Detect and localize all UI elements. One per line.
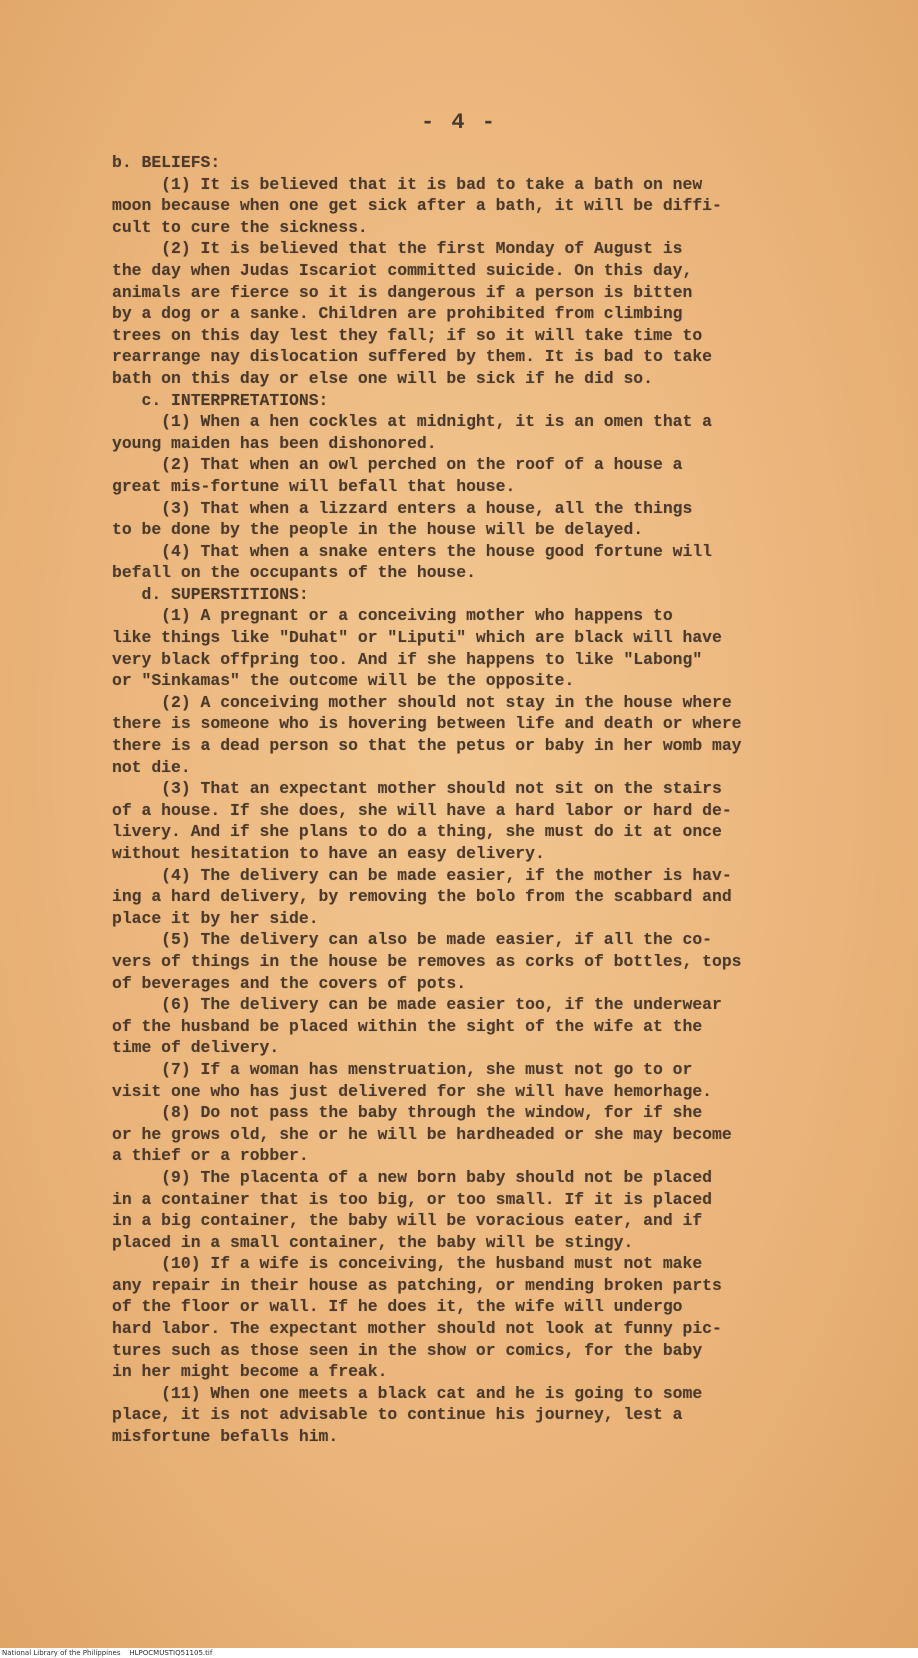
text-line: (9) The placenta of a new born baby should not be placed — [112, 1167, 712, 1187]
text-line: time of delivery. — [112, 1038, 280, 1058]
text-line: the day when Judas Iscariot committed suicide. On this day, — [112, 260, 693, 280]
page-number: - 4 - — [420, 110, 497, 135]
text-line: or he grows old, she or he will be hardheaded or she may become — [112, 1124, 732, 1144]
text-line: or "Sinkamas" the outcome will be the opposite. — [112, 671, 575, 691]
text-line: (10) If a wife is conceiving, the husband must not make — [112, 1254, 703, 1274]
text-line: befall on the occupants of the house. — [112, 563, 476, 583]
text-line: rearrange nay dislocation suffered by them. It is bad to take — [112, 347, 712, 367]
text-line: (5) The delivery can also be made easier, if all the co- — [112, 930, 712, 950]
text-line: d. SUPERSTITIONS: — [112, 584, 309, 604]
text-line: of beverages and the covers of pots. — [112, 973, 467, 993]
text-line: by a dog or a sanke. Children are prohibited from climbing — [112, 304, 683, 324]
text-line: (7) If a woman has menstruation, she must not go to or — [112, 1059, 693, 1079]
text-line: (2) A conceiving mother should not stay in the house where — [112, 692, 732, 712]
text-line: bath on this day or else one will be sick if he did so. — [112, 368, 653, 388]
text-line: in a big container, the baby will be voracious eater, and if — [112, 1211, 703, 1231]
text-line: there is someone who is hovering between life and death or where — [112, 714, 742, 734]
text-line: livery. And if she plans to do a thing, she must do it at once — [112, 822, 722, 842]
text-line: (4) The delivery can be made easier, if the mother is hav- — [112, 865, 732, 885]
text-line: young maiden has been dishonored. — [112, 433, 437, 453]
text-line: ing a hard delivery, by removing the bolo from the scabbard and — [112, 887, 732, 907]
text-line: (2) That when an owl perched on the roof of a house a — [112, 455, 683, 475]
text-line: (8) Do not pass the baby through the window, for if she — [112, 1103, 703, 1123]
text-line: (4) That when a snake enters the house good fortune will — [112, 541, 712, 561]
text-line: (3) That an expectant mother should not sit on the stairs — [112, 779, 722, 799]
text-line: place it by her side. — [112, 908, 319, 928]
text-line: animals are fierce so it is dangerous if a person is bitten — [112, 282, 693, 302]
text-line: visit one who has just delivered for she will have hemorhage. — [112, 1081, 712, 1101]
text-line: in a container that is too big, or too small. If it is placed — [112, 1189, 712, 1209]
text-line: trees on this day lest they fall; if so it will take time to — [112, 325, 703, 345]
text-line: (1) A pregnant or a conceiving mother who happens to — [112, 606, 673, 626]
text-line: to be done by the people in the house will be delayed. — [112, 520, 644, 540]
text-line: (2) It is believed that the first Monday of August is — [112, 239, 683, 259]
text-line: like things like "Duhat" or "Liputi" which are black will have — [112, 628, 722, 648]
text-line: (6) The delivery can be made easier too, if the underwear — [112, 995, 722, 1015]
text-line: (1) When a hen cockles at midnight, it is an omen that a — [112, 412, 712, 432]
text-line: moon because when one get sick after a bath, it will be diffi- — [112, 196, 722, 216]
text-line: hard labor. The expectant mother should not look at funny pic- — [112, 1319, 722, 1339]
text-line: any repair in their house as patching, or mending broken parts — [112, 1275, 722, 1295]
text-line: of a house. If she does, she will have a hard labor or hard de- — [112, 800, 732, 820]
text-line: of the husband be placed within the sight of the wife at the — [112, 1016, 703, 1036]
text-line: misfortune befalls him. — [112, 1427, 339, 1447]
text-line: (1) It is believed that it is bad to take a bath on new — [112, 174, 703, 194]
text-line: in her might become a freak. — [112, 1362, 388, 1382]
text-line: placed in a small container, the baby will be stingy. — [112, 1232, 634, 1252]
text-line: (11) When one meets a black cat and he is going to some — [112, 1383, 703, 1403]
text-line: b. BELIEFS: — [112, 153, 221, 172]
text-line: tures such as those seen in the show or comics, for the baby — [112, 1340, 703, 1360]
text-line: without hesitation to have an easy delivery. — [112, 844, 545, 863]
footer-caption: National Library of the Philippines HLPOCMUSTIQ51105.tif — [0, 1648, 918, 1658]
text-line: not die. — [112, 757, 191, 777]
text-line: a thief or a robber. — [112, 1146, 309, 1166]
text-line: (3) That when a lizzard enters a house, all the things — [112, 498, 693, 518]
text-line: cult to cure the sickness. — [112, 217, 368, 237]
text-line: c. INTERPRETATIONS: — [112, 390, 329, 410]
document-body — [112, 152, 812, 1448]
text-line: very black offpring too. And if she happens to like "Labong" — [112, 649, 703, 669]
text-line: there is a dead person so that the petus or baby in her womb may — [112, 736, 742, 756]
text-line: vers of things in the house be removes as corks of bottles, tops — [112, 951, 742, 971]
text-line: of the floor or wall. If he does it, the wife will undergo — [112, 1297, 683, 1317]
text-line: great mis-fortune will befall that house. — [112, 476, 516, 496]
text-line: place, it is not advisable to continue his journey, lest a — [112, 1405, 683, 1425]
